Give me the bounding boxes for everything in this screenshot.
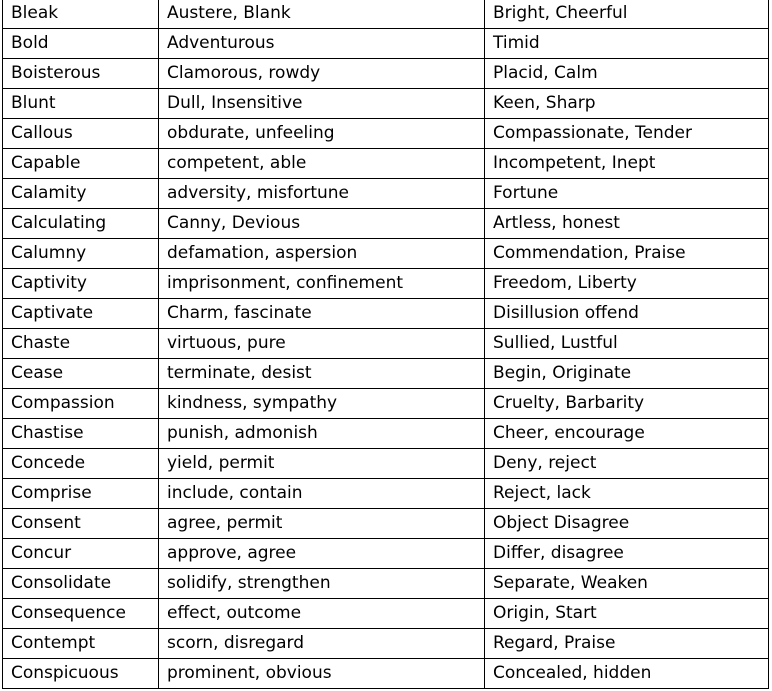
table-row — [3, 419, 769, 449]
synonyms-cell: virtuous, pure — [159, 329, 485, 359]
word-cell: Cease — [3, 359, 159, 389]
table-row — [3, 59, 769, 89]
antonyms-cell: Deny, reject — [485, 449, 769, 479]
word-cell: Boisterous — [3, 59, 159, 89]
vocabulary-table-body — [3, 0, 769, 689]
word-cell: Concede — [3, 449, 159, 479]
synonyms-cell: approve, agree — [159, 539, 485, 569]
table-row — [3, 119, 769, 149]
word-cell: Calculating — [3, 209, 159, 239]
synonyms-cell: prominent, obvious — [159, 659, 485, 689]
antonyms-cell: Fortune — [485, 179, 769, 209]
synonyms-cell: include, contain — [159, 479, 485, 509]
antonyms-cell: Concealed, hidden — [485, 659, 769, 689]
antonyms-cell: Object Disagree — [485, 509, 769, 539]
antonyms-cell: Differ, disagree — [485, 539, 769, 569]
synonyms-cell: kindness, sympathy — [159, 389, 485, 419]
word-cell: Consolidate — [3, 569, 159, 599]
antonyms-cell: Origin, Start — [485, 599, 769, 629]
antonyms-cell: Regard, Praise — [485, 629, 769, 659]
table-row — [3, 149, 769, 179]
table-row — [3, 299, 769, 329]
table-row — [3, 329, 769, 359]
antonyms-cell: Cruelty, Barbarity — [485, 389, 769, 419]
synonyms-cell: scorn, disregard — [159, 629, 485, 659]
word-cell: Bold — [3, 29, 159, 59]
word-cell: Capable — [3, 149, 159, 179]
table-row — [3, 599, 769, 629]
word-cell: Calumny — [3, 239, 159, 269]
word-cell: Contempt — [3, 629, 159, 659]
word-cell: Concur — [3, 539, 159, 569]
word-cell: Chastise — [3, 419, 159, 449]
synonyms-cell: effect, outcome — [159, 599, 485, 629]
antonyms-cell: Incompetent, Inept — [485, 149, 769, 179]
antonyms-cell: Compassionate, Tender — [485, 119, 769, 149]
antonyms-cell: Timid — [485, 29, 769, 59]
table-row — [3, 479, 769, 509]
table-row — [3, 629, 769, 659]
table-row — [3, 539, 769, 569]
synonyms-cell: yield, permit — [159, 449, 485, 479]
antonyms-cell: Cheer, encourage — [485, 419, 769, 449]
synonyms-cell: Charm, fascinate — [159, 299, 485, 329]
table-row — [3, 659, 769, 689]
table-row — [3, 0, 769, 29]
synonyms-cell: punish, admonish — [159, 419, 485, 449]
word-cell: Blunt — [3, 89, 159, 119]
antonyms-cell: Placid, Calm — [485, 59, 769, 89]
word-cell: Comprise — [3, 479, 159, 509]
antonyms-cell: Freedom, Liberty — [485, 269, 769, 299]
synonyms-cell: terminate, desist — [159, 359, 485, 389]
antonyms-cell: Reject, lack — [485, 479, 769, 509]
synonyms-cell: imprisonment, confinement — [159, 269, 485, 299]
word-cell: Captivity — [3, 269, 159, 299]
synonyms-cell: adversity, misfortune — [159, 179, 485, 209]
antonyms-cell: Artless, honest — [485, 209, 769, 239]
word-cell: Captivate — [3, 299, 159, 329]
word-cell: Chaste — [3, 329, 159, 359]
synonyms-cell: Austere, Blank — [159, 0, 485, 29]
antonyms-cell: Disillusion offend — [485, 299, 769, 329]
synonyms-cell: Dull, Insensitive — [159, 89, 485, 119]
table-row — [3, 269, 769, 299]
synonyms-cell: agree, permit — [159, 509, 485, 539]
table-row — [3, 359, 769, 389]
synonyms-cell: Canny, Devious — [159, 209, 485, 239]
table-row — [3, 389, 769, 419]
synonyms-cell: defamation, aspersion — [159, 239, 485, 269]
antonyms-cell: Bright, Cheerful — [485, 0, 769, 29]
table-row — [3, 209, 769, 239]
synonyms-cell: Clamorous, rowdy — [159, 59, 485, 89]
word-cell: Conspicuous — [3, 659, 159, 689]
word-cell: Consent — [3, 509, 159, 539]
table-row — [3, 29, 769, 59]
word-cell: Calamity — [3, 179, 159, 209]
table-row — [3, 89, 769, 119]
antonyms-cell: Begin, Originate — [485, 359, 769, 389]
word-cell: Compassion — [3, 389, 159, 419]
synonyms-cell: competent, able — [159, 149, 485, 179]
word-cell: Consequence — [3, 599, 159, 629]
synonyms-cell: Adventurous — [159, 29, 485, 59]
table-row — [3, 449, 769, 479]
word-cell: Bleak — [3, 0, 159, 29]
word-cell: Callous — [3, 119, 159, 149]
table-row — [3, 239, 769, 269]
antonyms-cell: Keen, Sharp — [485, 89, 769, 119]
vocabulary-table — [2, 0, 769, 689]
antonyms-cell: Sullied, Lustful — [485, 329, 769, 359]
antonyms-cell: Commendation, Praise — [485, 239, 769, 269]
synonyms-cell: obdurate, unfeeling — [159, 119, 485, 149]
synonyms-cell: solidify, strengthen — [159, 569, 485, 599]
table-row — [3, 179, 769, 209]
antonyms-cell: Separate, Weaken — [485, 569, 769, 599]
table-row — [3, 569, 769, 599]
table-row — [3, 509, 769, 539]
